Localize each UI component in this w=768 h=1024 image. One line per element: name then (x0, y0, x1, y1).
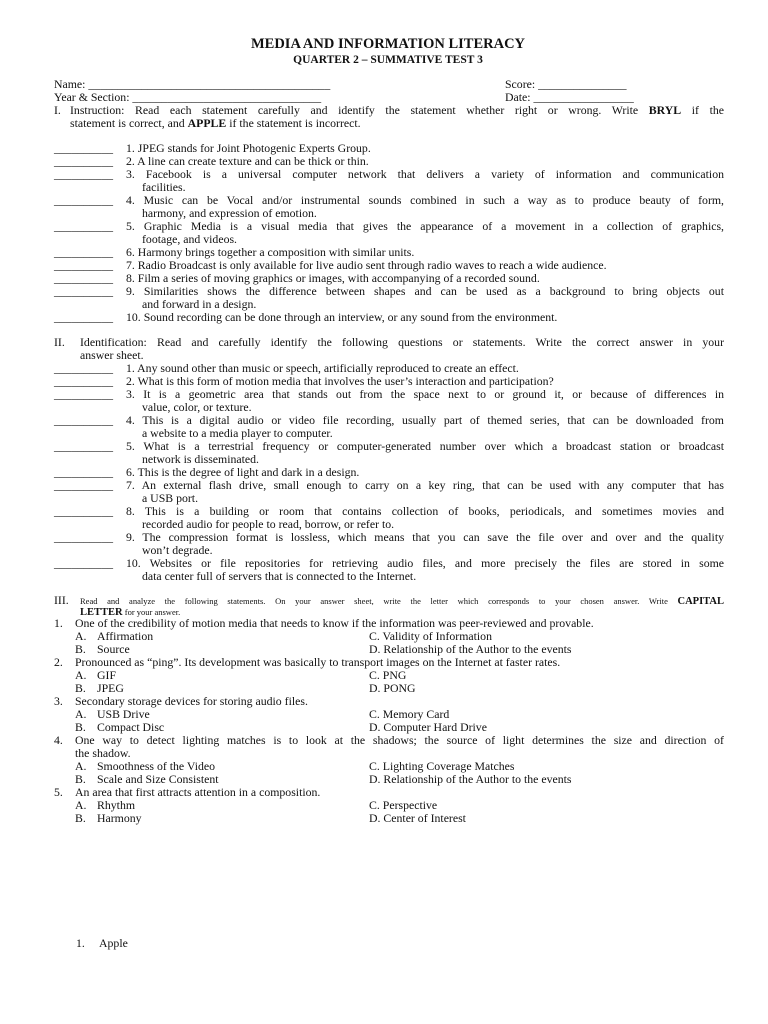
option-letter: A. (75, 668, 87, 682)
option-text: D. PONG (369, 681, 416, 695)
part2-answer-blank: __________ (54, 387, 113, 401)
option-text: Rhythm (97, 798, 136, 812)
part2-item-text: 5. What is a terrestrial frequency or computer-generated number over which a broadcast station or broadcast (126, 439, 724, 453)
part2-item-text: 2. What is this form of motion media that involves the user’s interaction and participation? (126, 374, 554, 388)
name-field: Name: _________________________________________ (54, 77, 331, 91)
question-text: Pronounced as “ping”. Its development was basically to transport images on the Internet at faster rates. (75, 655, 561, 669)
part1-answer-blank: __________ (54, 167, 113, 181)
answer-text: Apple (99, 936, 128, 950)
part2-answer-blank: __________ (54, 504, 113, 518)
option-letter: B. (75, 642, 86, 656)
question-text: One of the credibility of motion media that needs to know if the information was peer-reviewed and provable. (75, 616, 594, 630)
option-letter: B. (75, 681, 86, 695)
part1-number: I. (54, 103, 61, 117)
part2-answer-blank: __________ (54, 361, 113, 375)
date-field: Date: _________________ (505, 90, 634, 104)
question-text: Secondary storage devices for storing audio files. (75, 694, 308, 708)
part2-item-text: 4. This is a digital audio or video file recording, usually part of themed series, that can be downloaded from (126, 413, 724, 427)
answer-number: 1. (76, 936, 85, 950)
part2-item-text: 3. It is a geometric area that stands out from the space next to or ground it, or because of differences in (126, 387, 724, 401)
part1-answer-blank: __________ (54, 284, 113, 298)
score-field: Score: _______________ (505, 77, 627, 91)
question-text: One way to detect lighting matches is to look at the shadows; the source of light determines the size and direction of (75, 733, 724, 747)
page-subtitle: QUARTER 2 – SUMMATIVE TEST 3 (293, 54, 483, 66)
part3-instruction-cont: LETTER for your answer. (80, 607, 181, 618)
part1-answer-blank: __________ (54, 245, 113, 259)
option-text: Source (97, 642, 130, 656)
part2-item-text: 6. This is the degree of light and dark in a design. (126, 465, 360, 479)
part1-item-text: 4. Music can be Vocal and/or instrumental sounds combined in such a way as to produce beauty of form, (126, 193, 724, 207)
part1-item-text-cont: facilities. (142, 180, 186, 194)
option-text: C. PNG (369, 668, 407, 682)
option-letter: A. (75, 798, 87, 812)
part1-answer-blank: __________ (54, 141, 113, 155)
option-text: Scale and Size Consistent (97, 772, 219, 786)
part3-instruction: Read and analyze the following statements. On your answer sheet, write the letter which corresponds to your chosen answer. Write CAPITAL (80, 596, 724, 607)
option-text: Affirmation (97, 629, 154, 643)
option-text: D. Computer Hard Drive (369, 720, 487, 734)
part2-number: II. (54, 335, 65, 349)
option-text: JPEG (97, 681, 124, 695)
option-text: USB Drive (97, 707, 150, 721)
part1-instruction: Instruction: Read each statement carefully and identify the statement whether right or wrong. Write BRYL if the (70, 103, 724, 117)
option-letter: A. (75, 707, 87, 721)
part1-item-text: 9. Similarities shows the difference between shapes and can be used as a background to bring objects out (126, 284, 724, 298)
question-number: 4. (54, 733, 63, 747)
option-text: GIF (97, 668, 117, 682)
part2-answer-blank: __________ (54, 374, 113, 388)
part1-item-text: 10. Sound recording can be done through an interview, or any sound from the environment. (126, 310, 558, 324)
question-text: An area that first attracts attention in a composition. (75, 785, 321, 799)
part2-item-text: 1. Any sound other than music or speech, artificially reproduced to create an effect. (126, 361, 519, 375)
part1-item-text: 5. Graphic Media is a visual media that gives the appearance of a movement in a collection of graphics, (126, 219, 724, 233)
part2-item-text-cont: data center full of servers that is connected to the Internet. (142, 569, 417, 583)
part2-item-text: 7. An external flash drive, small enough to carry on a key ring, that can be used with any computer that has (126, 478, 724, 492)
part1-item-text: 2. A line can create texture and can be thick or thin. (126, 154, 369, 168)
part2-instruction-cont: answer sheet. (80, 348, 144, 362)
question-number: 5. (54, 785, 63, 799)
question-number: 1. (54, 616, 63, 630)
option-text: C. Perspective (369, 798, 438, 812)
part2-item-text-cont: a USB port. (142, 491, 199, 505)
part2-item-text-cont: network is disseminated. (142, 452, 259, 466)
option-text: Harmony (97, 811, 142, 825)
part2-answer-blank: __________ (54, 478, 113, 492)
part1-item-text-cont: harmony, and expression of emotion. (142, 206, 317, 220)
part2-item-text-cont: value, color, or texture. (142, 400, 252, 414)
part2-item-text-cont: recorded audio for people to read, borrow, or refer to. (142, 517, 395, 531)
part1-answer-blank: __________ (54, 154, 113, 168)
part1-item-text: 7. Radio Broadcast is only available for live audio sent through radio waves to reach a wide audience. (126, 258, 607, 272)
part1-item-text: 8. Film a series of moving graphics or images, with accompanying of a recorded sound. (126, 271, 540, 285)
part1-answer-blank: __________ (54, 258, 113, 272)
option-text: Compact Disc (97, 720, 165, 734)
part1-item-text: 3. Facebook is a universal computer network that delivers a variety of information and communication (126, 167, 724, 181)
part1-item-text: 1. JPEG stands for Joint Photogenic Experts Group. (126, 141, 371, 155)
question-number: 2. (54, 655, 63, 669)
part2-instruction: Identification: Read and carefully identify the following questions or statements. Write the correct answer in your (80, 335, 724, 349)
part1-item-text: 6. Harmony brings together a composition with similar units. (126, 245, 415, 259)
part2-item-text: 8. This is a building or room that contains collection of books, periodicals, and sometimes movies and (126, 504, 724, 518)
option-letter: B. (75, 772, 86, 786)
part1-answer-blank: __________ (54, 193, 113, 207)
part2-item-text-cont: won’t degrade. (142, 543, 213, 557)
part2-item-text-cont: a website to a media player to computer. (142, 426, 333, 440)
option-text: C. Memory Card (369, 707, 450, 721)
part2-item-text: 10. Websites or file repositories for retrieving audio files, and more precisely the files are stored in some (126, 556, 724, 570)
option-text: C. Lighting Coverage Matches (369, 759, 515, 773)
part2-answer-blank: __________ (54, 556, 113, 570)
part1-answer-blank: __________ (54, 271, 113, 285)
part1-item-text-cont: and forward in a design. (142, 297, 257, 311)
option-letter: B. (75, 811, 86, 825)
part1-item-text-cont: footage, and videos. (142, 232, 238, 246)
option-letter: A. (75, 759, 87, 773)
part2-answer-blank: __________ (54, 439, 113, 453)
option-text: D. Center of Interest (369, 811, 466, 825)
part2-answer-blank: __________ (54, 530, 113, 544)
option-text: D. Relationship of the Author to the events (369, 642, 572, 656)
part1-answer-blank: __________ (54, 310, 113, 324)
part3-number: III. (54, 593, 69, 607)
part1-instruction-cont: statement is correct, and APPLE if the statement is incorrect. (70, 116, 361, 130)
part2-answer-blank: __________ (54, 413, 113, 427)
part1-answer-blank: __________ (54, 219, 113, 233)
option-letter: B. (75, 720, 86, 734)
year-section-field: Year & Section: ________________________________ (54, 90, 322, 104)
option-letter: A. (75, 629, 87, 643)
option-text: D. Relationship of the Author to the events (369, 772, 572, 786)
part2-answer-blank: __________ (54, 465, 113, 479)
question-number: 3. (54, 694, 63, 708)
option-text: Smoothness of the Video (97, 759, 216, 773)
question-text: the shadow. (75, 746, 131, 760)
part2-item-text: 9. The compression format is lossless, which means that you can save the file over and over and the quality (126, 530, 724, 544)
option-text: C. Validity of Information (369, 629, 492, 643)
page-title: MEDIA AND INFORMATION LITERACY (250, 36, 526, 52)
